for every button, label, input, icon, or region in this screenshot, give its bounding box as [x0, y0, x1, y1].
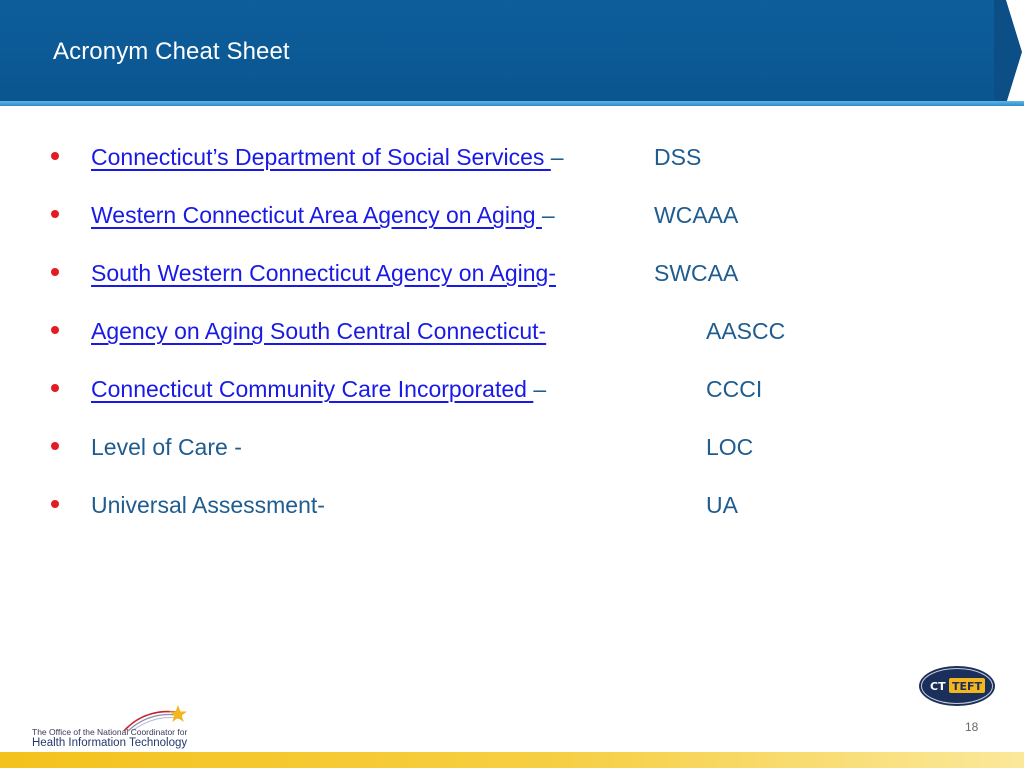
page-number: 18	[965, 720, 979, 734]
acronym-loc: LOC	[706, 434, 754, 460]
acronym-aascc: AASCC	[706, 318, 786, 344]
ct-logo-right-text: TEFT	[952, 680, 983, 693]
onc-logo	[32, 703, 192, 749]
bullet-icon	[51, 152, 59, 160]
onc-logo-line2: Health Information Technology	[32, 737, 188, 749]
list-item	[0, 201, 1024, 241]
swcaa-link[interactable]: South Western Connecticut Agency on Aging-	[91, 260, 556, 286]
list-item-term	[91, 201, 555, 229]
bullet-icon	[51, 384, 59, 392]
list-item	[0, 433, 1024, 473]
list-item-term: Universal Assessment-	[91, 492, 325, 518]
list-item-term	[91, 143, 564, 171]
ccci-link[interactable]: Connecticut Community Care Incorporated	[91, 376, 534, 402]
bullet-icon	[51, 268, 59, 276]
list-item-separator: –	[550, 144, 564, 170]
onc-logo-line1: The Office of the National Coordinator for	[32, 727, 188, 737]
acronym-ua: UA	[706, 492, 738, 518]
ct-teft-logo	[918, 665, 996, 707]
slide-title: Acronym Cheat Sheet	[53, 38, 290, 65]
list-item	[0, 491, 1024, 531]
bullet-icon	[51, 210, 59, 218]
footer-accent-bar	[0, 752, 1024, 768]
acronym-wcaaa: WCAAA	[654, 202, 739, 228]
list-item-term	[91, 259, 556, 287]
list-item	[0, 143, 1024, 183]
acronym-dss: DSS	[654, 144, 702, 170]
bullet-icon	[51, 500, 59, 508]
list-item-term	[91, 317, 546, 345]
bullet-icon	[51, 442, 59, 450]
dss-link[interactable]: Connecticut’s Department of Social Services	[91, 144, 551, 170]
list-item-term: Level of Care -	[91, 434, 242, 460]
list-item-separator: –	[533, 376, 547, 402]
list-item-separator: –	[541, 202, 555, 228]
ct-logo-left-text: CT	[930, 680, 946, 693]
wcaaa-link[interactable]: Western Connecticut Area Agency on Aging	[91, 202, 542, 228]
acronym-ccci: CCCI	[706, 376, 763, 402]
list-item-term	[91, 375, 546, 403]
list-item	[0, 259, 1024, 299]
acronym-swcaa: SWCAA	[654, 260, 739, 286]
bullet-icon	[51, 326, 59, 334]
list-item	[0, 375, 1024, 415]
list-item	[0, 317, 1024, 357]
aascc-link[interactable]: Agency on Aging South Central Connecticut-	[91, 318, 547, 344]
